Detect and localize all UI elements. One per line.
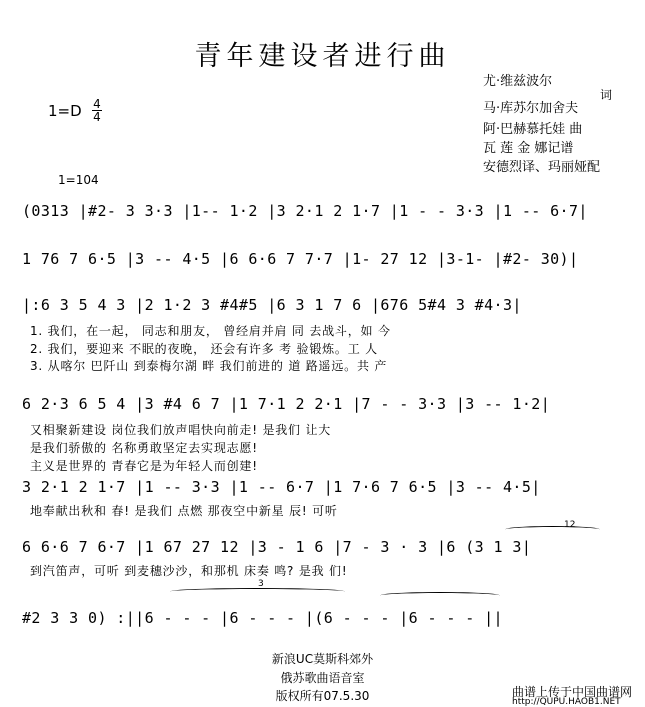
- lyric-line-4c: 主义是世界的 青春它是为年轻人而创建!: [30, 459, 258, 473]
- tie-arc-12: [505, 526, 600, 533]
- score-line-1: (0313 |#2- 3 3·3 |1-- 1·2 |3 2·1 2 1·7 |1 - - 3·3 |1 -- 6·7|: [22, 202, 588, 220]
- score-line-2: 1 76 7 6·5 |3 -- 4·5 |6 6·6 7 7·7 |1- 27 12 |3-1- |#2- 30)|: [22, 250, 579, 268]
- tie-number-3: 3: [258, 579, 264, 589]
- lyric-line-5: 地奉献出秋和 春! 是我们 点燃 那夜空中新星 辰! 可听: [30, 504, 338, 518]
- tie-arc-3: [170, 588, 345, 595]
- tie-arc-ending: [380, 592, 500, 599]
- lyric-line-6: 到汽笛声，可听 到麦穗沙沙，和那机 床奏 鸣? 是我 们!: [30, 564, 348, 578]
- lyric-line-4b: 是我们骄傲的 名称勇敢坚定去实现志愿!: [30, 441, 258, 455]
- score-line-3: |:6 3 5 4 3 |2 1·2 3 #4#5 |6 3 1 7 6 |676 5#4 3 #4·3|: [22, 296, 522, 314]
- tie-number-12: 12: [564, 520, 576, 530]
- score-line-4: 6 2·3 6 5 4 |3 #4 6 7 |1 7·1 2 2·1 |7 - - 3·3 |3 -- 1·2|: [22, 395, 551, 413]
- time-signature-top: 4: [93, 97, 101, 111]
- watermark-url: http://QUPU.HAOB1.NET: [512, 697, 621, 707]
- credit-lyricist-2: 马·库苏尔加舍夫: [483, 101, 579, 116]
- lyric-line-4a: 又相聚新建设 岗位我们放声唱快向前走! 是我们 让大: [30, 423, 332, 437]
- credit-composer: 阿·巴赫慕托娃 曲: [483, 122, 583, 137]
- watermark-text: 曲谱上传于中国曲谱网: [512, 685, 633, 699]
- key-signature: 1=D: [48, 102, 82, 120]
- lyric-verse-3: 3. 从喀尔 巴阡山 到泰梅尔湖 畔 我们前进的 道 路遥远。共 产: [30, 359, 388, 373]
- footer-line-3: 版权所有07.5.30: [275, 689, 370, 703]
- time-signature-bottom: 4: [93, 110, 101, 124]
- time-signature: [92, 98, 102, 123]
- credit-translator: 安德烈译、玛丽娅配: [483, 160, 601, 175]
- score-line-5: 3 2·1 2 1·7 |1 -- 3·3 |1 -- 6·7 |1 7·6 7 6·5 |3 -- 4·5|: [22, 478, 541, 496]
- page-title: 青年建设者进行曲: [194, 41, 451, 72]
- credit-lyricist: 尤·维兹波尔: [483, 74, 553, 89]
- credit-lyrics-label: 词: [600, 88, 613, 102]
- footer-line-2: 俄苏歌曲语音室: [280, 671, 365, 685]
- lyric-verse-2: 2. 我们，要迎来 不眠的夜晚， 还会有许多 考 验锻炼。工 人: [30, 342, 378, 356]
- score-line-6: 6 6·6 7 6·7 |1 67 27 12 |3 - 1 6 |7 - 3 · 3 |6 (3 1 3|: [22, 538, 532, 556]
- lyric-verse-1: 1. 我们，在一起， 同志和朋友， 曾经肩并肩 同 去战斗，如 今: [30, 324, 391, 338]
- tempo-mark: 1=104: [58, 173, 99, 187]
- credit-transcriber: 瓦 莲 金 娜记谱: [483, 141, 574, 156]
- footer-line-1: 新浪UC莫斯科郊外: [271, 652, 374, 666]
- score-line-7: #2 3 3 0) :||6 - - - |6 - - - |(6 - - - |6 - - - ||: [22, 609, 503, 627]
